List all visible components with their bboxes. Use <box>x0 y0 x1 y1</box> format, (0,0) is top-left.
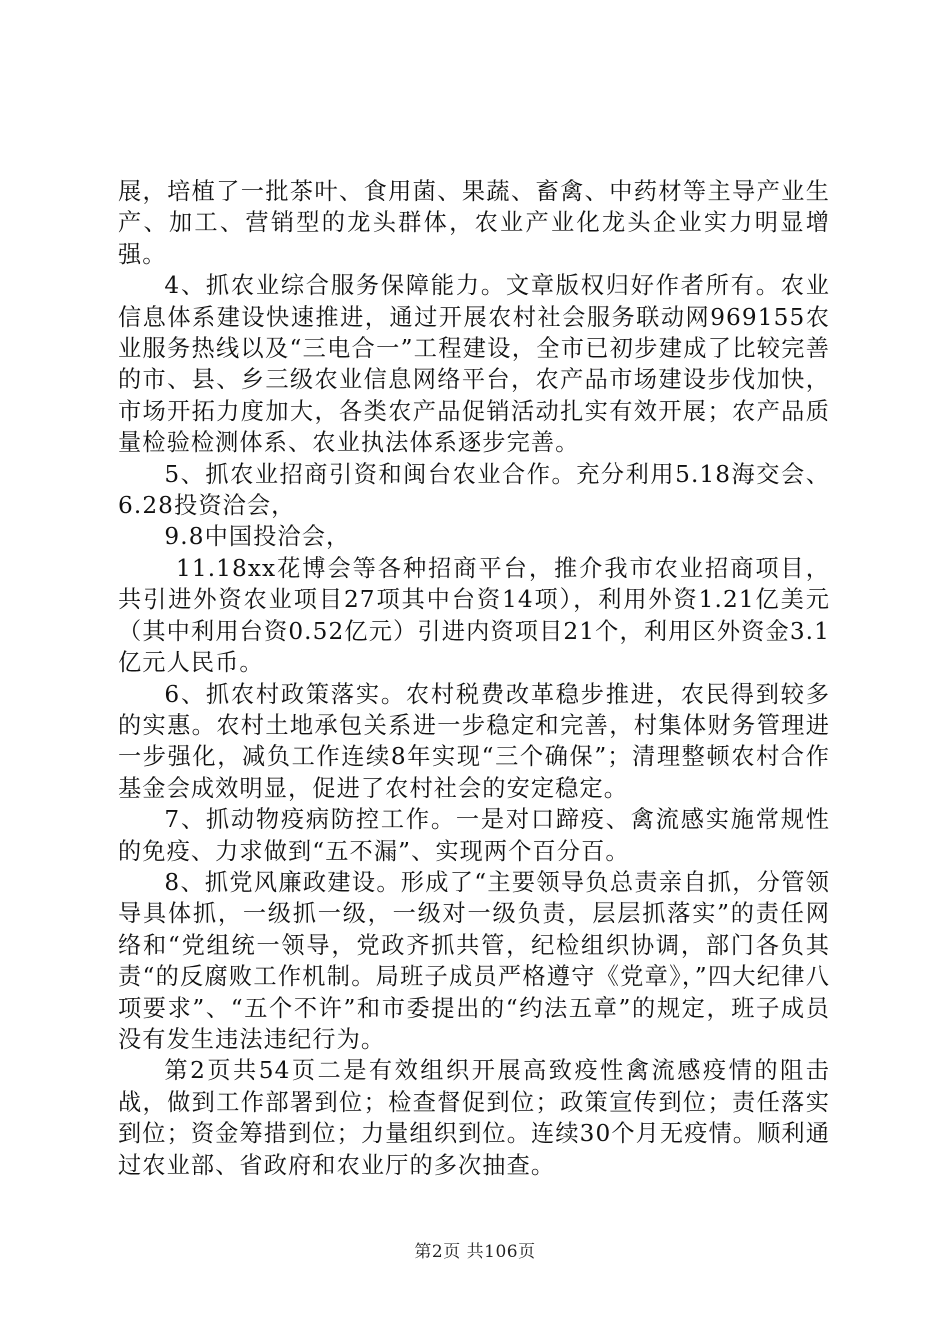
paragraph-item-5: 5、抓农业招商引资和闽台农业合作。充分利用5.18海交会、6.28投资洽会， <box>118 460 830 520</box>
paragraph-item-5-line-3: 11.18xx花博会等各种招商平台，推介我市农业招商项目，共引进外资农业项目27项其中台资14项），利用外资1.21亿美元（其中利用台资0.52亿元）引进内资项目21个，利用区外资金3.1亿元人民币。 <box>118 554 830 677</box>
paragraph-item-7: 7、抓动物疫病防控工作。一是对口蹄疫、禽流感实施常规性的免疫、力求做到“五不漏”、实现两个百分百。 <box>118 806 830 865</box>
paragraph-item-8: 8、抓党风廉政建设。形成了“主要领导负总责亲自抓，分管领导具体抓，一级抓一级，一级对一级负责，层层抓落实”的责任网络和“党组统一领导，党政齐抓共管，纪检组织协调，部门各负其责“的反腐败工作机制。局班子成员严格遵守《党章》，”四大纪律八项要求”、“五个不许”和市委提出的“约法五章”的规定，班子成员没有发生违法违纪行为。 <box>118 868 830 1053</box>
paragraph-page-break: 第2页共54页二是有效组织开展高致疫性禽流感疫情的阻击战，做到工作部署到位；检查督促到位；政策宣传到位；责任落实到位；资金筹措到位；力量组织到位。连续30个月无疫情。顺利通过农业部、省政府和农业厅的多次抽查。 <box>118 1057 830 1179</box>
paragraph-item-4: 4、抓农业综合服务保障能力。文章版权归好作者所有。农业信息体系建设快速推进，通过开展农村社会服务联动网969155农业服务热线以及“三电合一”工程建设，全市已初步建成了比较完善的市、县、乡三级农业信息网络平台，农产品市场建设步伐加快，市场开拓力度加大，各类农产品促销活动扎实有效开展；农产品质量检验检测体系、农业执法体系逐步完善。 <box>118 272 830 457</box>
document-body <box>118 176 830 1181</box>
paragraph-item-5-line-2: 9.8中国投洽会， <box>164 523 351 551</box>
paragraph-continuation: 展，培植了一批茶叶、食用菌、果蔬、畜禽、中药材等主导产业生产、加工、营销型的龙头群体，农业产业化龙头企业实力明显增强。 <box>118 178 830 268</box>
page-number-footer: 第2页 共106页 <box>414 1242 536 1262</box>
paragraph-item-6: 6、抓农村政策落实。农村税费改革稳步推进，农民得到较多的实惠。农村土地承包关系进一步稳定和完善，村集体财务管理进一步强化，减负工作连续8年实现“三个确保”；清理整顿农村合作基金会成效明显，促进了农村社会的安定稳定。 <box>118 680 830 802</box>
